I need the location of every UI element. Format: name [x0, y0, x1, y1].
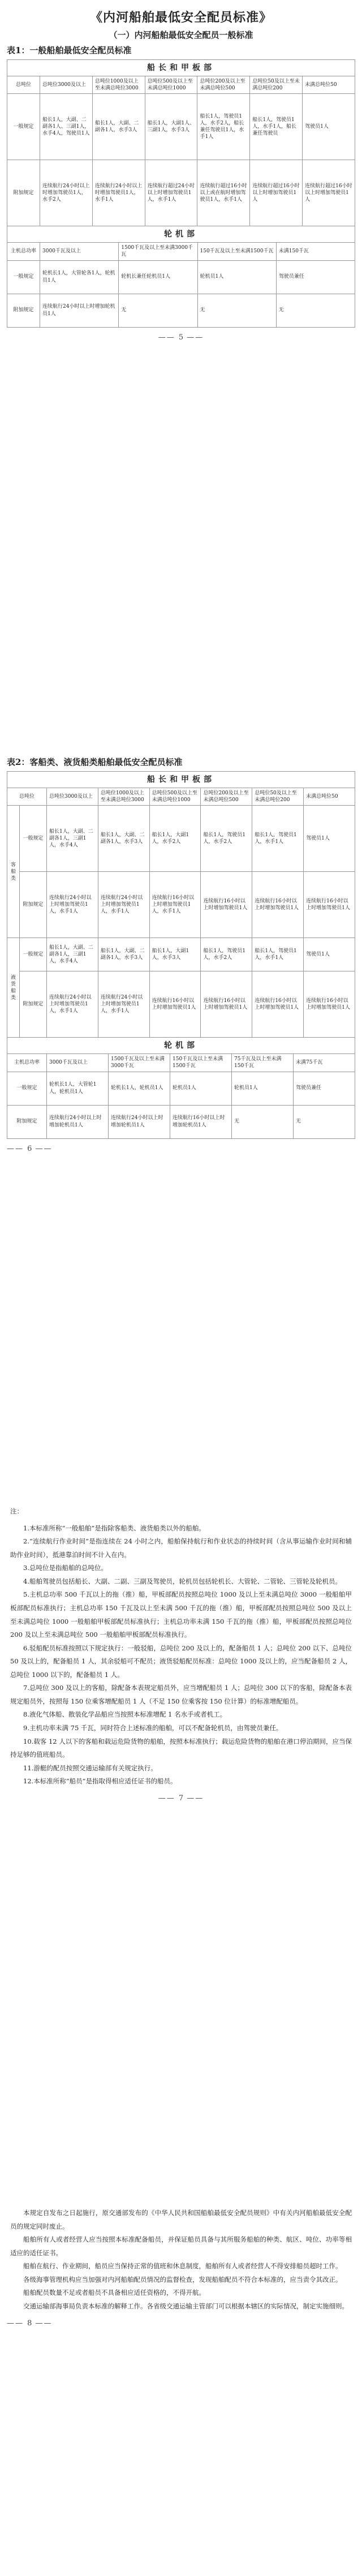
table-cell: 轮机长兼任轮机员1人: [119, 260, 197, 294]
document-title: 《内河船舶最低安全配员标准》: [89, 10, 272, 25]
table-cell: 总吨位1000及以上至未满总吨位3000: [98, 788, 149, 806]
page-3: [0, 1505, 362, 1808]
page-number: —— 8 ——: [7, 2319, 53, 2328]
table1-caption: 表1：一般船舶最低安全配员标准: [7, 45, 132, 55]
table-cell: 未满总吨位50: [303, 76, 355, 94]
table-cell: 驾驶员兼任: [294, 1072, 355, 1105]
table-cell: 一般规定: [20, 938, 47, 971]
table-cell: 连续航行16小时以上时增加驾驶员1人: [252, 872, 304, 938]
table-cell: 总吨位200及以上至未满总吨位500: [197, 76, 250, 94]
table-cell: 连续航行24小时以上时增加驾驶员1人，水手1人: [98, 872, 149, 938]
notes-continued: [7, 2207, 355, 2313]
note-item: 11.游艇的配员按照交通运输部有关规定执行。: [23, 1764, 157, 1772]
table-cell: 一般规定: [20, 806, 47, 872]
table-cell: 总吨位3000及以上: [40, 76, 93, 94]
page-number-value: 5: [178, 333, 184, 342]
table-cell: 总吨位: [7, 76, 40, 94]
table2-deck-cols: [7, 788, 355, 806]
table-cell: 无: [119, 294, 197, 327]
table1: [7, 59, 355, 226]
section-subtitle: （一）内河船舶最低安全配员一般标准: [109, 30, 253, 40]
table-cell: 连续航行16小时以上时增加轮机员1人: [170, 1105, 232, 1138]
notes-heading: 注：: [10, 1507, 23, 1515]
page-1: [0, 0, 362, 347]
page-4: [0, 2207, 362, 2333]
table-cell: 连续航行24小时以上时增加驾驶员1人，水手1人: [98, 971, 149, 1038]
table-cell: 总吨位500及以上至未满总吨位1000: [145, 76, 197, 94]
page-number-value: 7: [178, 1794, 184, 1803]
table-cell: 连续航行24小时以上时增加轮机员1人: [109, 1105, 170, 1138]
note-item: 3.总吨位是指船舶的总吨位。: [23, 1564, 107, 1572]
table2: [7, 771, 355, 1038]
table-cell: 船长1人，驾驶员1人，水手2人，船长兼任驾驶员1人，水手1人: [197, 94, 250, 160]
table-cell: 连续航行24小时以上时增加轮机员1人: [47, 1105, 109, 1138]
table1-engine-header: 轮机部: [7, 226, 355, 243]
table-cell: 一般规定: [7, 1072, 47, 1105]
table2-passenger-extra: [7, 872, 355, 938]
page-number-value: 6: [27, 1144, 32, 1153]
page-number: —— 7 ——: [158, 1794, 204, 1803]
table2-engine-header: 轮机部: [7, 1038, 355, 1054]
table-cell: 1500千瓦及以上至未满3000千瓦: [119, 243, 197, 260]
table-cell: 轮机长1人，轮机员1人: [109, 1072, 170, 1105]
table-cell: 连续航行16小时以上时增加驾驶员1人: [304, 971, 355, 1038]
table-cell: 船长1人，大副1人，水手2人: [149, 806, 201, 872]
table-cell: 连续航行16小时以上时增加驾驶员1人: [149, 971, 201, 1038]
table-cell: 轮机长1人，大管轮1人，轮机员1人: [47, 1072, 109, 1105]
table-cell: 船长1人，大副、二副各1人，水手3人: [92, 94, 145, 160]
table-cell: 轮机员1人: [197, 260, 276, 294]
table2-caption: 表2：客船类、液货船类船舶最低安全配员标准: [7, 757, 183, 767]
table1-engine-general: [7, 260, 355, 294]
table-cell: 150千瓦及以上至未满1500千瓦: [170, 1054, 232, 1072]
table-cell: 船长1人，大副、二副各1人，三副1人，水手4人: [47, 938, 98, 971]
table1-general-row: [7, 94, 355, 160]
table-cell: 驾驶员1人: [303, 94, 355, 160]
table-cell: 总吨位3000及以上: [47, 788, 98, 806]
note-item: 2.“连续航行作业时间”是指连续在 24 小时之内，船舶保持航行和作业状态的持续时间（含从事运输作业时间和辅助作业时间），抵港靠泊时间不计入在内。: [10, 1537, 352, 1559]
table-cell: 主机总功率: [7, 1054, 47, 1072]
notes-section: [7, 1505, 355, 1788]
table-cell: 未满总吨位50: [304, 788, 355, 806]
note-item: 各级海事管理机构应当加强对内河船舶配员情况的监督检查，发现船舶配员不符合本标准的，应当责令其改正。: [23, 2275, 342, 2283]
table-cell: 船长1人，驾驶员1人，水手1人，船长兼任驾驶员: [250, 94, 303, 160]
table2-engine: [7, 1037, 355, 1138]
table-cell: 船长1人，大副、二副各1人，三副1人，水手4人: [47, 806, 98, 872]
table-cell: 连续航行超过24小时以上时增加驾驶员1人，水手1人: [145, 160, 197, 226]
table-cell: 附加规定: [7, 160, 40, 226]
table-cell: 船长1人，大副、二副各1人、三副1人，水手4人，驾驶员1人: [40, 94, 93, 160]
table1-deck-cols: [7, 76, 355, 94]
table-cell: 船长1人，大副1人，水手3人: [149, 938, 201, 971]
table-cell: 连续航行16小时以上时增加驾驶员1人: [252, 971, 304, 1038]
note-item: 船舶所有人或者经营人应当按照本标准配备船员，并保证船员具备与其所服务船舶的种类、航区、吨位、功率等相适应的适任证书。: [10, 2235, 352, 2257]
table2-tanker-general: [7, 938, 355, 971]
table-cell: 连续航行16小时以上时增加驾驶员1人，水手1人: [149, 872, 201, 938]
note-item: 6.驳船配员标准按照以下规定执行：一般驳船，总吨位 200 及以上的，配备船员 1 人；总吨位 200 以下、总吨位 50 及以上的，配备船员 1 人，其余驳船可不配员；液货驳船配员标准：总吨位 1000 及以上的，应当配备船员 2 人，总吨位 1000 以下的，配备船员 1 人。: [10, 1644, 352, 1679]
table-cell: 连续航行24小时以上时增加驾驶员1人，水手1人: [47, 872, 98, 938]
page-number: —— 6 ——: [7, 1144, 53, 1153]
note-item: 5.主机总功率 500 千瓦以上的拖（推）船，甲板部配员按照总吨位 1000 及以上至未满总吨位 3000 一般船舶甲板部配员标准执行；主机总功率 150 千瓦及以上至未满 500 千瓦的拖（推）船，甲板部配员按照总吨位 500 及以上至未满总吨位 1000 一般船舶甲板部配员标准执行；主机总功率未满 150 千瓦的拖（推）船，甲板部配员按照总吨位 200 及以上至未满总吨位 500 一般船舶甲板部配员标准执行。: [10, 1590, 352, 1639]
table-cell: 150千瓦及以上至未满1500千瓦: [197, 243, 276, 260]
note-item: 12.本标准所称“船员”是指取得相应适任证书的船员。: [23, 1777, 177, 1786]
table2-tanker-extra: [7, 971, 355, 1038]
table-cell: 一般规定: [7, 94, 40, 160]
table-cell: 驾驶员1人: [304, 938, 355, 971]
table1-engine: [7, 226, 355, 327]
table-cell: 客船类: [7, 806, 20, 938]
note-item: 1.本标准所称“一般船舶”是指除客船类、液货船类以外的船舶。: [23, 1524, 205, 1532]
table-cell: 主机总功率: [7, 243, 40, 260]
page-2: [0, 752, 362, 1159]
table-cell: 附加规定: [20, 872, 47, 938]
note-item: 船舶在航行、作业期间，船员应当保持正常的值班和休息制度，船舶所有人或者经营人不得安排船员超时工作。: [23, 2262, 342, 2270]
table-cell: 轮机长1人，大管轮各1人，轮机员1人: [40, 260, 119, 294]
note-item: 船舶配员数量不足或者船员不具备相应适任资格的，不得开航。: [23, 2289, 205, 2297]
table-cell: 连续航行24小时以上时增加驾驶员1人，水手1人: [47, 971, 98, 1038]
table-cell: 连续航行24小时以上时增加轮机员1人: [40, 294, 119, 327]
page-number-value: 8: [27, 2319, 32, 2328]
table2-engine-cols: [7, 1054, 355, 1072]
note-item: 本规定自发布之日起施行，原交通部发布的《中华人民共和国船舶最低安全配员规则》中有关内河船舶最低安全配员的规定同时废止。: [10, 2209, 352, 2230]
table-cell: 连续航行16小时以上时增加驾驶员1人: [201, 872, 252, 938]
table-cell: 无: [294, 1105, 355, 1138]
table-cell: 3000千瓦及以上: [40, 243, 119, 260]
page-number: —— 5 ——: [158, 333, 204, 342]
table-cell: 连续航行24小时以上时增加驾驶员1人，水手2人: [40, 160, 93, 226]
table-cell: 液货船类: [7, 938, 20, 1038]
table-cell: 一般规定: [7, 260, 40, 294]
table-cell: 未满150千瓦: [276, 243, 355, 260]
table1-engine-extra: [7, 294, 355, 327]
table-cell: 总吨位500及以上至未满总吨位1000: [149, 788, 201, 806]
table-cell: 附加规定: [20, 971, 47, 1038]
table1-engine-cols: [7, 243, 355, 260]
table-cell: 无: [276, 294, 355, 327]
note-item: 9.主机功率未满 75 千瓦，同时符合上述标准的船舶，可以不配备轮机员，由驾驶员兼任。: [23, 1724, 283, 1732]
note-item: 7.总吨位 300 及以上的客船，除配备本表规定船员外，应当增配船员 1 人；总吨位 300 以下的客船，除配备本表规定船员外，按照每 150 位乘客增配船员 1 人（不足 150 位乘客按 150 位计算）的标准增配船员。: [10, 1684, 352, 1705]
table-cell: 连续航行超过16小时以上或在航时增加驾驶员1人，水手1人: [197, 160, 250, 226]
table-cell: 船长1人，驾驶员1人，水手2人: [201, 938, 252, 971]
note-item: 10.载客 12 人以下的客船和载运危险货物的船舶，按照本标准执行；载运危险货物的船舶在港口停泊期间，应当保持足够的值班船员。: [10, 1737, 352, 1759]
table-cell: 无: [232, 1105, 294, 1138]
table-cell: 未满75千瓦: [294, 1054, 355, 1072]
table-cell: 总吨位50及以上至未满总吨位200: [250, 76, 303, 94]
table2-deck-header: 船长和甲板部: [7, 772, 355, 788]
table-cell: 总吨位50及以上至未满总吨位200: [252, 788, 304, 806]
table-cell: 驾驶员兼任: [276, 260, 355, 294]
table-cell: 船长1人，大副1人、三副1人，水手3人: [145, 94, 197, 160]
table-cell: 船长1人，驾驶员1人，水手2人: [201, 806, 252, 872]
table-cell: 附加规定: [7, 1105, 47, 1138]
table-cell: 船长1人，大副、二副各1人，水手3人: [98, 938, 149, 971]
note-item: 8.液化气体船、散装化学品船应当按照本标准增配 1 名水手或者机工。: [23, 1710, 227, 1719]
table-cell: 轮机员1人: [232, 1072, 294, 1105]
table-cell: 总吨位1000及以上至未满总吨位3000: [92, 76, 145, 94]
table-cell: 无: [197, 294, 276, 327]
table-cell: 1500千瓦及以上至未满3000千瓦: [109, 1054, 170, 1072]
table-cell: 船长1人，驾驶员1人，水手1人: [252, 938, 304, 971]
table-cell: 75千瓦及以上至未满150千瓦: [232, 1054, 294, 1072]
table-cell: 连续航行24小时以上时增加驾驶员1人，水手1人: [92, 160, 145, 226]
table-cell: 连续航行16小时以上时增加驾驶员1人: [201, 971, 252, 1038]
table1-extra-row: [7, 160, 355, 226]
table-cell: 驾驶员1人: [304, 806, 355, 872]
table-cell: 连续航行超过16小时以上时增加驾驶员1人: [250, 160, 303, 226]
note-item: 4.船舶驾驶员包括船长、大副、二副、三副及驾驶员，轮机员包括轮机长、大管轮、二管轮、三管轮及轮机员。: [23, 1577, 342, 1585]
table1-deck-header: 船长和甲板部: [7, 60, 355, 76]
table-cell: 附加规定: [7, 294, 40, 327]
table-cell: 轮机员1人: [170, 1072, 232, 1105]
table-cell: 3000千瓦及以上: [47, 1054, 109, 1072]
table-cell: 连续航行16小时以上时增加驾驶员1人: [304, 872, 355, 938]
table-cell: 连续航行超过16小时以上时增加驾驶员1人: [303, 160, 355, 226]
table-cell: 船长1人，大副、二副各1人，水手3人: [98, 806, 149, 872]
table-cell: 总吨位200及以上至未满总吨位500: [201, 788, 252, 806]
table2-passenger-general: [7, 806, 355, 872]
table-cell: 总吨位: [7, 788, 47, 806]
note-item: 交通运输部海事局负责本标准的解释工作。各省级交通运输主管部门可以根据本辖区的实际情况，制定实施细则。: [23, 2302, 348, 2310]
table2-engine-general: [7, 1072, 355, 1105]
table-cell: 船长1人，驾驶员1人，水手1人: [252, 806, 304, 872]
table2-engine-extra: [7, 1105, 355, 1138]
